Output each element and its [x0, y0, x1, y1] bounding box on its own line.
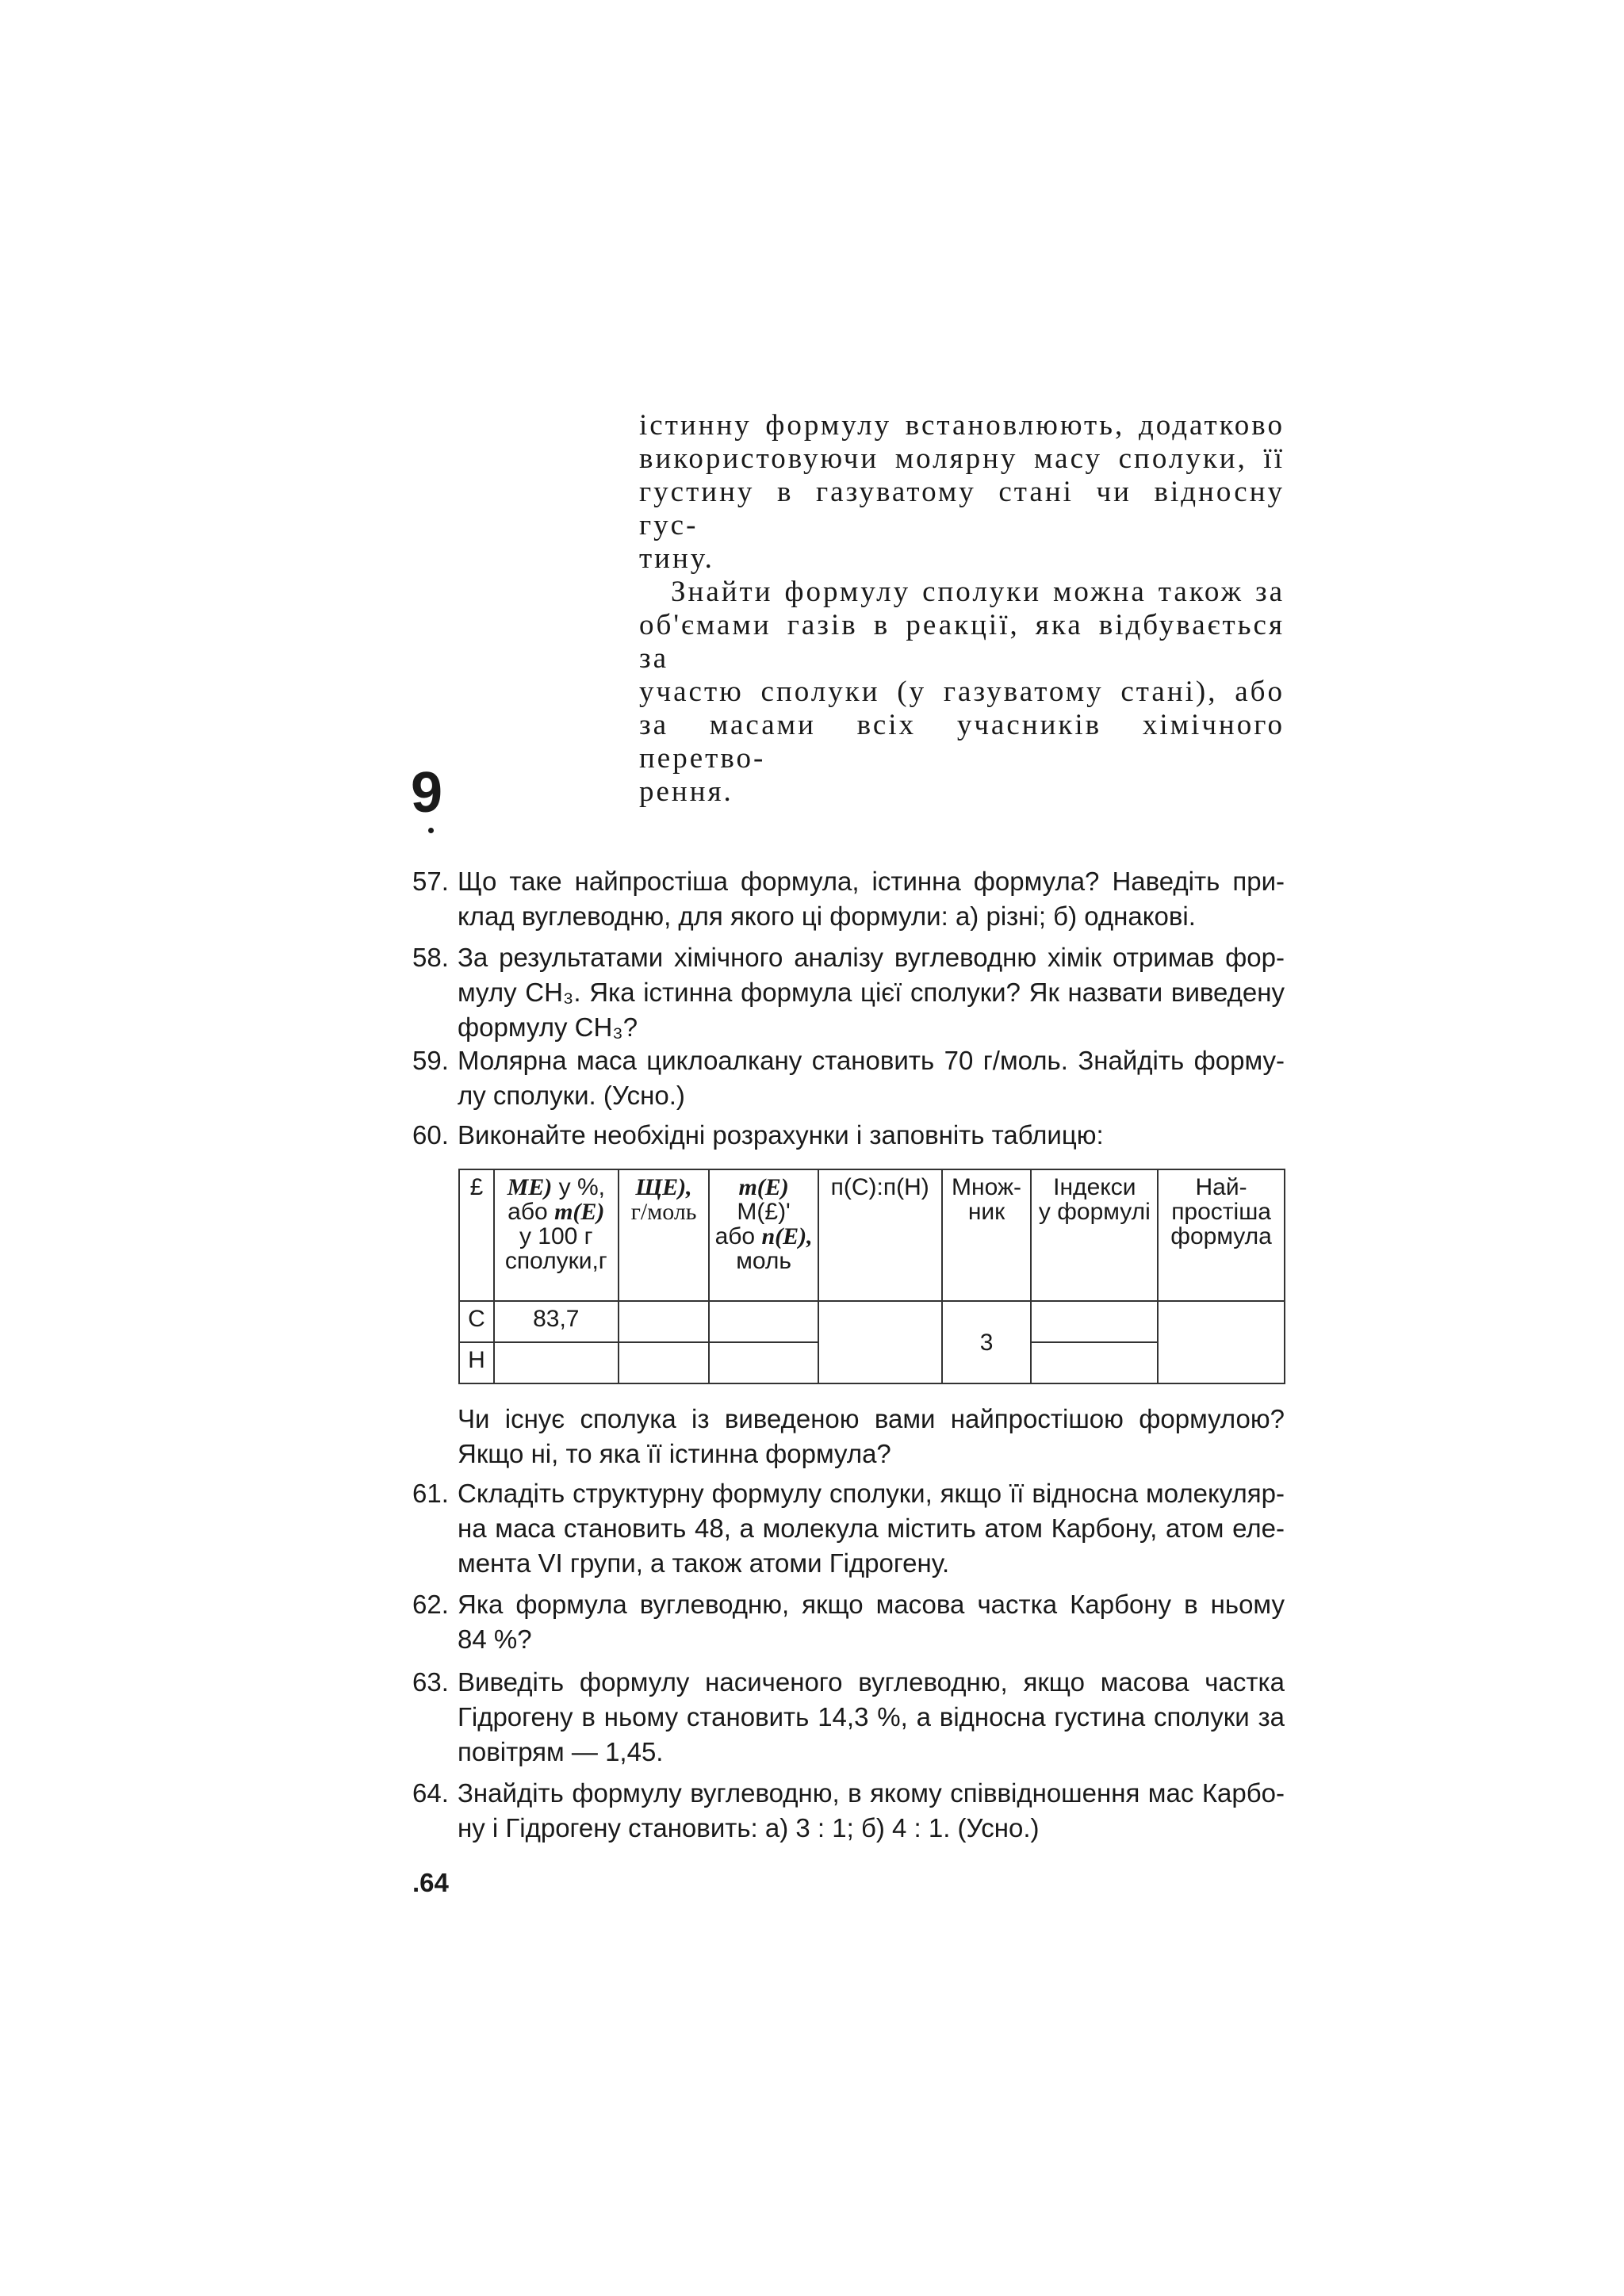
task-line: Складіть структурну формулу сполуки, якщо її відносна молекуляр-: [458, 1479, 1285, 1508]
section-mark-dot: [428, 828, 434, 833]
task-line: мента VI групи, а також атоми Гідрогену.: [458, 1548, 950, 1578]
cell-empty: [1031, 1342, 1158, 1383]
task-line: клад вуглеводню, для якого ці формули: а) різні; б) однакові.: [458, 901, 1196, 931]
task-60: [412, 1118, 1285, 1153]
task-62: [412, 1587, 1285, 1657]
task-line: Що таке найпростіша формула, істинна формула? Наведіть при-: [458, 867, 1285, 896]
header-simplest-formula: Най- простіша формула: [1158, 1169, 1285, 1301]
table-header-row: [459, 1169, 1285, 1301]
header-multiplier: Множ- ник: [942, 1169, 1032, 1301]
task-number: 58.: [412, 943, 449, 972]
task-number: 62.: [412, 1590, 449, 1619]
task-61: [412, 1476, 1285, 1581]
task-57: [412, 864, 1285, 934]
text-line: участю сполуки (у газуватому стані), або: [639, 675, 1285, 708]
header-element: £: [459, 1169, 494, 1301]
task-line: мулу СН₃. Яка істинна формула цієї сполуки? Як назвати виведену: [458, 978, 1285, 1007]
task-line: Виведіть формулу насиченого вуглеводню, якщо масова частка: [458, 1667, 1285, 1697]
task-number: 59.: [412, 1046, 449, 1075]
task-64: [412, 1776, 1285, 1846]
text-line: рення.: [639, 775, 733, 808]
intro-text: [639, 409, 1285, 809]
task-line: повітрям — 1,45.: [458, 1737, 664, 1766]
text-line: істинну формулу встановлюють, додатково: [639, 409, 1285, 442]
task-number: 60.: [412, 1120, 449, 1150]
section-mark: 9: [411, 761, 443, 825]
text-line: використовуючи молярну масу сполуки, її: [639, 442, 1285, 475]
task-number: 61.: [412, 1479, 449, 1508]
task-line: Виконайте необхідні розрахунки і заповніть таблицю:: [458, 1120, 1104, 1150]
task-line: лу сполуки. (Усно.): [458, 1081, 685, 1110]
intro-paragraph-2: [639, 576, 1285, 809]
table-row: [459, 1301, 1285, 1342]
text-line: об'ємами газів в реакції, яка відбувається за: [639, 609, 1285, 675]
task-number: 57.: [412, 867, 449, 896]
cell-ratio: [818, 1301, 942, 1383]
cell-empty: [709, 1342, 818, 1383]
task-line: Знайдіть формулу вуглеводню, в якому співвідношення мас Карбо-: [458, 1778, 1285, 1808]
task-line: Гідрогену в ньому становить 14,3 %, а відносна густина сполуки за: [458, 1702, 1285, 1732]
task-58: [412, 940, 1285, 1045]
header-amount: m(E) М(£)' або n(E), моль: [709, 1169, 818, 1301]
cell-empty: [709, 1301, 818, 1342]
task-line: За результатами хімічного аналізу вуглеводню хімік отримав фор-: [458, 943, 1285, 972]
task-59: [412, 1043, 1285, 1113]
task-line: на маса становить 48, а молекула містить атом Карбону, атом еле-: [458, 1513, 1285, 1543]
cell-simplest-formula: [1158, 1301, 1285, 1383]
text-line: тину.: [639, 542, 714, 575]
task-60-question: [412, 1402, 1285, 1471]
task-line: Молярна маса циклоалкану становить 70 г/моль. Знайдіть форму-: [458, 1046, 1285, 1075]
task-number: 64.: [412, 1778, 449, 1808]
cell-element: Н: [459, 1342, 494, 1383]
task-line: Чи існує сполука із виведеною вами найпростішою формулою?: [458, 1404, 1285, 1433]
task-line: Якщо ні, то яка її істинна формула?: [458, 1439, 891, 1468]
cell-empty: [619, 1301, 710, 1342]
cell-mass-fraction: 83,7: [494, 1301, 619, 1342]
intro-paragraph-1: [639, 409, 1285, 576]
header-mass-fraction: МЕ) у %, або m(E) у 100 г сполуки,г: [494, 1169, 619, 1301]
cell-element: С: [459, 1301, 494, 1342]
task-63: [412, 1665, 1285, 1770]
cell-empty: [619, 1342, 710, 1383]
page-number: .64: [412, 1868, 449, 1897]
cell-multiplier: 3: [942, 1301, 1032, 1383]
header-molar-mass: ЩЕ), г/моль: [619, 1169, 710, 1301]
header-indices: Індекси у формулі: [1031, 1169, 1158, 1301]
cell-empty: [1031, 1301, 1158, 1342]
task-line: формулу СН₃?: [458, 1012, 638, 1042]
task-line: ну і Гідрогену становить: а) 3 : 1; б) 4 : 1. (Усно.): [458, 1813, 1040, 1843]
task-line: 84 %?: [458, 1624, 532, 1654]
task-line: Яка формула вуглеводню, якщо масова частка Карбону в ньому: [458, 1590, 1285, 1619]
cell-mass-fraction: [494, 1342, 619, 1383]
task-number: 63.: [412, 1667, 449, 1697]
text-line: густину в газуватому стані чи відносну гус-: [639, 476, 1285, 541]
header-ratio: п(С):п(Н): [818, 1169, 942, 1301]
calculation-table: [458, 1169, 1285, 1384]
text-line: за масами всіх учасників хімічного перетво-: [639, 709, 1285, 775]
text-line: Знайти формулу сполуки можна також за: [671, 576, 1285, 608]
